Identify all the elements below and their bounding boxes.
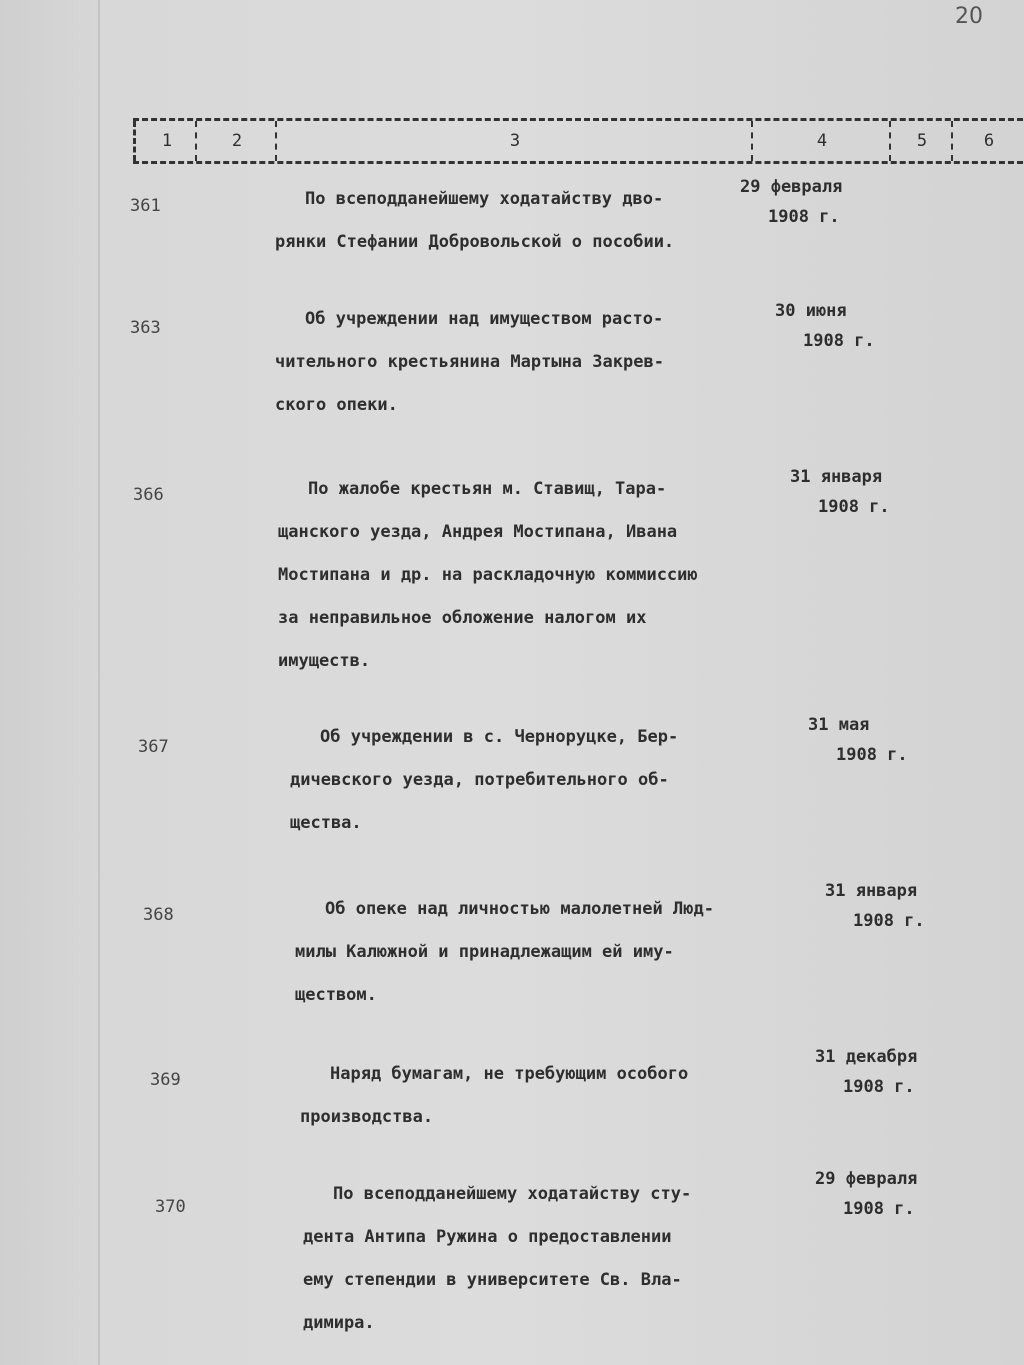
entry-number: 369: [150, 1070, 181, 1090]
date-line: 1908 г.: [803, 331, 875, 351]
entry-number: 370: [155, 1197, 186, 1217]
column-header-3: 3: [275, 121, 753, 161]
description-line: щанского уезда, Андрея Мостипана, Ивана: [278, 522, 678, 542]
date-line: 31 января: [825, 881, 918, 901]
description-line: Об опеке над личностью малолетней Люд-: [325, 899, 714, 919]
entry-number: 363: [130, 318, 161, 338]
description-line: Об учреждении в с. Черноруцке, Бер-: [320, 727, 679, 747]
date-line: 30 июня: [775, 301, 847, 321]
column-header-6: 6: [951, 121, 1024, 161]
description-line: рянки Стефании Добровольской о пособии.: [275, 232, 675, 252]
column-header-row: [133, 118, 1023, 164]
page-edge: [98, 0, 100, 1365]
entry-description: [300, 1053, 688, 1139]
date-line: 31 декабря: [815, 1047, 918, 1067]
column-header-5: 5: [889, 121, 953, 161]
entry-date: [808, 710, 908, 770]
description-line: Об учреждении над имуществом расто-: [305, 309, 664, 329]
description-line: Мостипана и др. на раскладочную коммиссию: [278, 565, 698, 585]
entry-date: [740, 172, 842, 232]
entry-description: [295, 888, 714, 1017]
date-line: 1908 г.: [768, 207, 840, 227]
column-header-4: 4: [751, 121, 891, 161]
description-line: производства.: [300, 1107, 434, 1127]
entry-description: [275, 298, 664, 427]
entry-number: 361: [130, 196, 161, 216]
description-line: По жалобе крестьян м. Ставищ, Тара-: [308, 479, 667, 499]
description-line: за неправильное обложение налогом их: [278, 608, 647, 628]
date-line: 1908 г.: [818, 497, 890, 517]
description-line: По всеподданейшему ходатайству дво-: [305, 189, 664, 209]
description-line: милы Калюжной и принадлежащим ей иму-: [295, 942, 674, 962]
date-line: 1908 г.: [853, 911, 925, 931]
entry-date: [815, 1164, 917, 1224]
column-header-2: 2: [195, 121, 277, 161]
entry-date: [825, 876, 925, 936]
description-line: чительного крестьянина Мартына Закрев-: [275, 352, 664, 372]
entry-number: 367: [138, 737, 169, 757]
description-line: Наряд бумагам, не требующим особого: [330, 1064, 689, 1084]
date-line: 29 февраля: [740, 177, 843, 197]
entry-description: [290, 716, 678, 845]
description-line: По всеподданейшему ходатайству сту-: [333, 1184, 692, 1204]
column-header-1: 1: [133, 121, 198, 161]
date-line: 31 мая: [808, 715, 870, 735]
entry-number: 366: [133, 485, 164, 505]
description-line: имуществ.: [278, 651, 371, 671]
entry-description: [275, 178, 674, 264]
description-line: ему степендии в университете Св. Вла-: [303, 1270, 682, 1290]
date-line: 29 февраля: [815, 1169, 918, 1189]
entry-description: [303, 1173, 691, 1345]
date-line: 1908 г.: [843, 1199, 915, 1219]
entry-date: [815, 1042, 917, 1102]
description-line: дента Антипа Ружина о предоставлении: [303, 1227, 672, 1247]
page-number: 20: [955, 4, 983, 29]
entry-number: 368: [143, 905, 174, 925]
entry-date: [775, 296, 875, 356]
entry-date: [790, 462, 890, 522]
description-line: димира.: [303, 1313, 375, 1333]
description-line: ществом.: [295, 985, 377, 1005]
date-line: 1908 г.: [843, 1077, 915, 1097]
description-line: ского опеки.: [275, 395, 398, 415]
description-line: дичевского уезда, потребительного об-: [290, 770, 669, 790]
date-line: 31 января: [790, 467, 883, 487]
description-line: щества.: [290, 813, 362, 833]
date-line: 1908 г.: [836, 745, 908, 765]
entry-description: [278, 468, 698, 683]
